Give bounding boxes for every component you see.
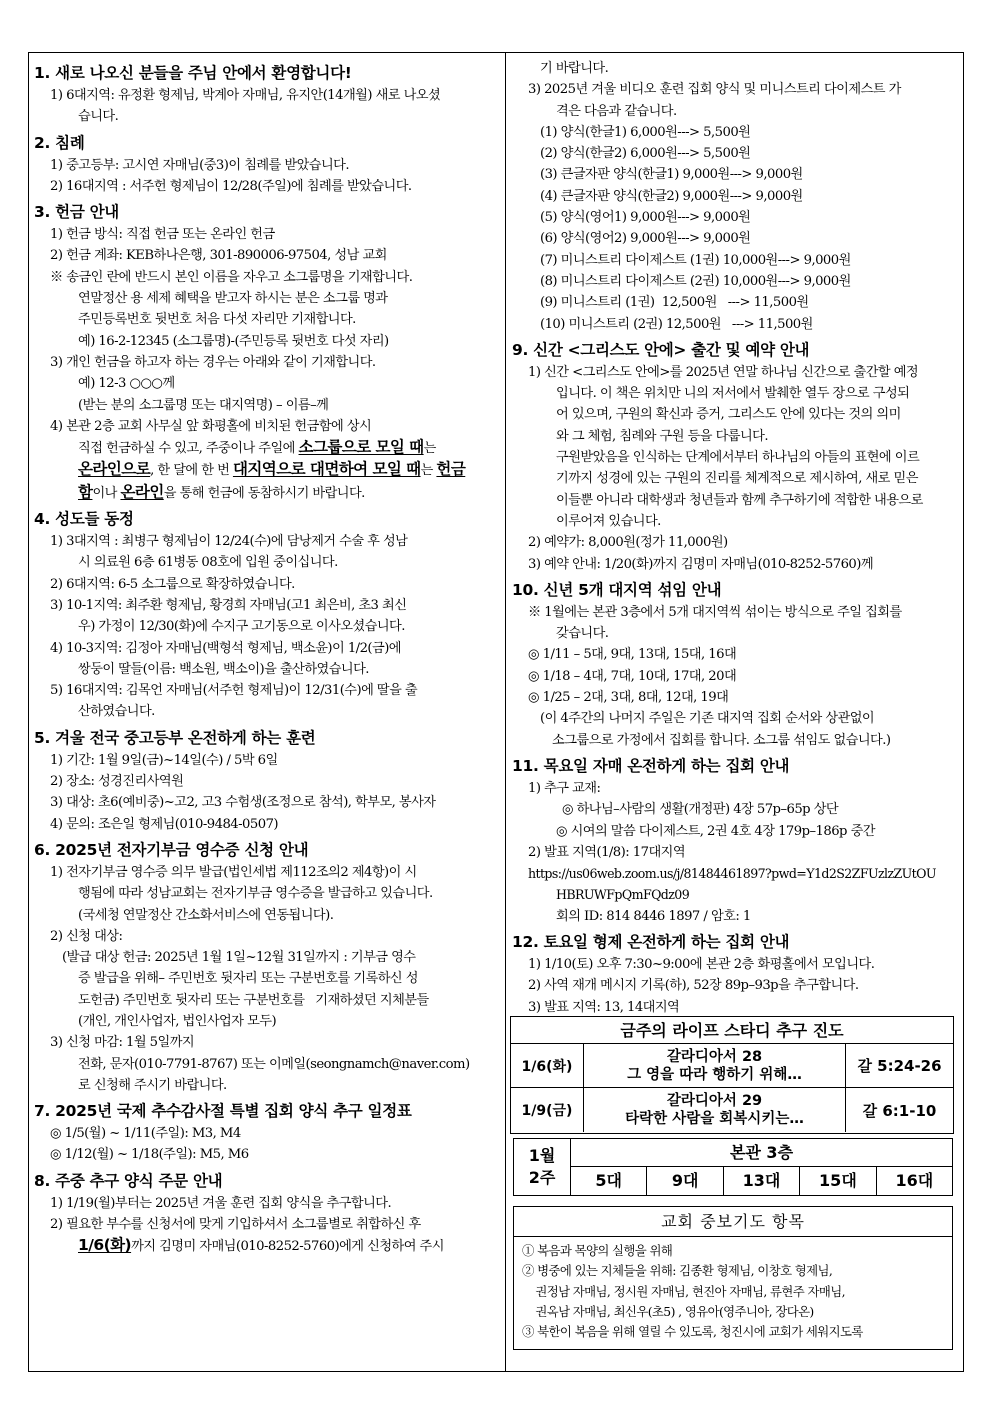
text-line: 이루어져 있습니다. bbox=[556, 513, 661, 529]
text-line: 2) 발표 지역(1/8): 17대지역 bbox=[528, 844, 686, 860]
section-title: 5. 겨울 전국 중고등부 온전하게 하는 훈련 bbox=[34, 728, 316, 747]
section-title: 1. 새로 나오신 분들을 주님 안에서 환영합니다! bbox=[34, 64, 352, 82]
district-cell: 9대 bbox=[647, 1167, 723, 1195]
text-line: 1) 1/10(토) 오후 7:30~9:00에 본관 2층 화평홀에서 모입니다. bbox=[528, 956, 875, 972]
life-study-topic: 갈라디아서 29 타락한 사람을 회복시키는… bbox=[584, 1088, 846, 1132]
text-line: 2) 사역 재개 메시지 기록(하), 52장 89p–93p을 추구합니다. bbox=[528, 978, 859, 994]
text-line: 와 그 체험, 침례와 구원 등을 다룹니다. bbox=[556, 428, 768, 444]
text-line: (5) 양식(영어1) 9,000원---> 9,000원 bbox=[540, 210, 751, 226]
text-line: ◎ 1/5(월) ~ 1/11(주일): M3, M4 bbox=[50, 1126, 241, 1142]
text-line: 2) 신청 대상: bbox=[50, 928, 123, 944]
text-line: 3) 대상: 초6(예비중)~고2, 고3 수험생(조정으로 참석), 학부모, 봉사자 bbox=[50, 795, 436, 811]
life-study-row bbox=[511, 1044, 953, 1088]
left-sections-a bbox=[34, 62, 499, 437]
text-line: 쌍둥이 딸들(이름: 백소원, 백소이)을 출산하였습니다. bbox=[78, 661, 369, 677]
prayer-item: 권옥남 자매님, 최신우(초5) , 영유아(영주니아, 장다온) bbox=[522, 1303, 814, 1319]
zoom-link[interactable]: https://us06web.zoom.us/j/81484461897?pwd=Y1d2S2ZFUzlzZUtOU bbox=[528, 866, 936, 882]
text-line: 2) 헌금 계좌: KEB하나은행, 301-890006-97504, 성남 교회 bbox=[50, 248, 387, 264]
text-line: 4) 10-3지역: 김정아 자매님(백형석 형제님, 백소윤)이 1/2(금)에 bbox=[50, 640, 401, 656]
text-line: ◎ 1/18 – 4대, 7대, 10대, 17대, 20대 bbox=[528, 668, 737, 684]
life-study-ref: 갈 6:1-10 bbox=[862, 1101, 937, 1120]
text-line: 1) 추구 교재: bbox=[528, 780, 601, 796]
text-line: 3) 10-1지역: 최주환 형제님, 황경희 자매님(고1 최은비, 초3 최신 bbox=[50, 597, 407, 613]
prayer-box bbox=[513, 1206, 953, 1350]
text-line: 2) 예약가: 8,000원(정가 11,000원) bbox=[528, 535, 728, 551]
offering-line-11: 직접 헌금하실 수 있고, 주중이나 주일에 소그룹으로 모일 때는 bbox=[78, 438, 436, 457]
text-line: (9) 미니스트리 (1권) 12,500원 ---> 11,500원 bbox=[540, 295, 809, 311]
text-line: 2) 필요한 부수를 신청서에 맞게 기입하셔서 소그룹별로 취합하신 후 bbox=[50, 1217, 421, 1233]
text-line: 행됨에 따라 성남교회는 전자기부금 영수증을 발급하고 있습니다. bbox=[78, 886, 433, 902]
order-deadline-line: 1/6(화)까지 김명미 자매님(010-8252-5760)에게 신청하여 주시 bbox=[78, 1236, 444, 1255]
month-schedule-table bbox=[513, 1138, 953, 1196]
text-line: 3) 신청 마감: 1월 5일까지 bbox=[50, 1035, 195, 1051]
text-line: ◎ 시여의 말씀 다이제스트, 2권 4호 4장 179p–186p 중간 bbox=[556, 823, 875, 839]
text-line: 격은 다음과 같습니다. bbox=[556, 103, 677, 119]
text-line: 시 의료원 6층 61병동 08호에 입원 중이십니다. bbox=[78, 555, 338, 571]
life-study-topic: 갈라디아서 28 그 영을 따라 행하기 위해… bbox=[584, 1044, 846, 1087]
text-line: 우) 가정이 12/30(화)에 수지구 고기동으로 이사오셨습니다. bbox=[78, 619, 405, 635]
text-line: 로 신청해 주시기 바랍니다. bbox=[78, 1077, 227, 1093]
text-line: 4) 문의: 조은일 형제님(010-9484-0507) bbox=[50, 816, 279, 832]
text-line: (국세청 연말정산 간소화서비스에 연동됩니다). bbox=[78, 907, 334, 923]
district-cell: 13대 bbox=[724, 1167, 800, 1195]
text-line: 예) 16-2-12345 (소그룹명)-(주민등록 뒷번호 다섯 자리) bbox=[78, 333, 389, 349]
section-title: 7. 2025년 국제 추수감사절 특별 집회 양식 추구 일정표 bbox=[34, 1102, 412, 1121]
text-line: (6) 양식(영어2) 9,000원---> 9,000원 bbox=[540, 231, 751, 247]
text-line: (4) 큰글자판 양식(한글2) 9,000원---> 9,000원 bbox=[540, 188, 803, 204]
text-line: 기까지 성경에 있는 구원의 진리를 체계적으로 제시하여, 새로 믿은 bbox=[556, 471, 918, 487]
prayer-item: 권정남 자매님, 정시원 자매님, 현진아 자매님, 류현주 자매님, bbox=[522, 1283, 845, 1299]
prayer-item: ③ 북한이 복음을 위해 열릴 수 있도록, 청진시에 교회가 세워지도록 bbox=[522, 1324, 863, 1340]
text-line: 이들뿐 아니라 대학생과 청년들과 함께 추구하기에 적합한 내용으로 bbox=[556, 492, 923, 508]
prayer-title: 교회 중보기도 항목 bbox=[514, 1207, 952, 1237]
prayer-item: ② 병중에 있는 지체들을 위해: 김종환 형제님, 이창호 형제님, bbox=[522, 1263, 833, 1279]
text-line: 2) 16대지역 : 서주헌 형제님이 12/28(주일)에 침례를 받았습니다. bbox=[50, 178, 412, 194]
left-sections-b bbox=[34, 508, 499, 1235]
life-study-table bbox=[510, 1016, 954, 1134]
text-line: (1) 양식(한글1) 6,000원---> 5,500원 bbox=[540, 124, 751, 140]
section-title: 4. 성도들 동정 bbox=[34, 510, 134, 529]
month-table-header: 본관 3층 bbox=[571, 1139, 952, 1167]
district-cell: 16대 bbox=[895, 1171, 934, 1190]
text-line: 예) 12-3 ○○○께 bbox=[78, 376, 175, 392]
text-line: 도헌금) 주민번호 뒷자리 또는 구분번호를 기재하셨던 지체분들 bbox=[78, 992, 429, 1008]
right-sections-a bbox=[512, 58, 957, 863]
text-line: 어 있으며, 구원의 확신과 증거, 그리스도 안에 있다는 것의 의미 bbox=[556, 407, 901, 423]
text-line: (개인, 개인사업자, 법인사업자 모두) bbox=[78, 1013, 277, 1029]
text-line: 4) 본관 2층 교회 사무실 앞 화평홀에 비치된 헌금함에 상시 bbox=[50, 418, 372, 434]
text-line: 1) 3대지역 : 최병구 형제님이 12/24(수)에 담낭제거 수술 후 성남 bbox=[50, 534, 408, 550]
text-line: (10) 미니스트리 (2권) 12,500원 ---> 11,500원 bbox=[540, 316, 813, 332]
left-column bbox=[34, 58, 499, 1368]
section-title: 11. 목요일 자매 온전하게 하는 집회 안내 bbox=[512, 756, 790, 775]
text-line: ◎ 1/12(월) ~ 1/18(주일): M5, M6 bbox=[50, 1147, 249, 1163]
life-study-title: 금주의 라이프 스타디 추구 진도 bbox=[511, 1017, 953, 1044]
text-line: (7) 미니스트리 다이제스트 (1권) 10,000원---> 9,000원 bbox=[540, 252, 851, 268]
right-sections-b bbox=[512, 931, 957, 1018]
zoom-link-cont[interactable]: HBRUWFpQmFQdz09 bbox=[556, 887, 690, 903]
district-cell: 15대 bbox=[800, 1167, 876, 1195]
text-line: ※ 송금인 란에 반드시 본인 이름을 자우고 소그룹명을 기재합니다. bbox=[50, 269, 413, 285]
prayer-item: ① 복음과 목양의 실행을 위해 bbox=[522, 1243, 673, 1258]
text-line: 1) 전자기부금 영수증 의무 발급(법인세법 제112조의2 제4항)이 시 bbox=[50, 864, 417, 880]
text-line: ◎ 1/25 – 2대, 3대, 8대, 12대, 19대 bbox=[528, 690, 729, 706]
text-line: 소그룹으로 가정에서 집회를 합니다. 소그룹 섞임도 없습니다.) bbox=[552, 732, 891, 748]
text-line: 주민등록번호 뒷번호 처음 다섯 자리만 기재합니다. bbox=[78, 312, 356, 328]
life-study-ref: 갈 5:24-26 bbox=[857, 1057, 942, 1075]
text-line: 연말정산 용 세제 혜택을 받고자 하시는 분은 소그룹 명과 bbox=[78, 291, 388, 307]
text-line: (이 4주간의 나머지 주일은 기존 대지역 집회 순서와 상관없이 bbox=[540, 711, 875, 727]
section-title: 2. 침례 bbox=[34, 133, 85, 152]
offering-line-12: 온라인으로, 한 달에 한 번 대지역으로 대면하여 모일 때는 헌금 bbox=[78, 460, 466, 479]
text-line: ◎ 하나님–사람의 생활(개정판) 4장 57p–65p 상단 bbox=[562, 802, 839, 818]
text-line: 전화, 문자(010-7791-8767) 또는 이메일(seongnamch@naver.com) bbox=[78, 1056, 470, 1072]
text-line: (3) 큰글자판 양식(한글1) 9,000원---> 9,000원 bbox=[540, 167, 803, 183]
text-line: 산하였습니다. bbox=[78, 704, 155, 720]
offering-line-13: 함이나 온라인을 통해 헌금에 동참하시기 바랍니다. bbox=[78, 482, 365, 501]
text-line: 2) 장소: 성경진리사역원 bbox=[50, 774, 184, 790]
life-study-row bbox=[511, 1088, 953, 1132]
text-line: ◎ 1/11 – 5대, 9대, 13대, 15대, 16대 bbox=[528, 647, 737, 663]
section-title: 9. 신간 <그리스도 안에> 출간 및 예약 안내 bbox=[512, 340, 810, 359]
text-line: 1) 중고등부: 고시연 자매님(중3)이 침례를 받았습니다. bbox=[50, 157, 349, 173]
text-line: 3) 예약 안내: 1/20(화)까지 김명미 자매님(010-8252-5760)께 bbox=[528, 556, 874, 572]
text-line: 기 바랍니다. bbox=[540, 61, 609, 76]
month-week-label: 1월 2주 bbox=[514, 1139, 571, 1195]
section-title: 6. 2025년 전자기부금 영수증 신청 안내 bbox=[34, 840, 309, 859]
text-line: (발급 대상 헌금: 2025년 1월 1일~12월 31일까지 : 기부금 영수 bbox=[62, 950, 416, 966]
text-line: 1) 1/19(월)부터는 2025년 겨울 훈련 집회 양식을 추구합니다. bbox=[50, 1195, 392, 1211]
text-line: 증 발급을 위해– 주민번호 뒷자리 또는 구분번호를 기록하신 성 bbox=[78, 971, 418, 987]
life-study-date: 1/6(화) bbox=[511, 1044, 584, 1087]
text-line: 5) 16대지역: 김목언 자매님(서주헌 형제님)이 12/31(수)에 딸을 출 bbox=[50, 683, 418, 699]
text-line: 2) 6대지역: 6-5 소그룹으로 확장하였습니다. bbox=[50, 576, 295, 592]
text-line: 갖습니다. bbox=[556, 626, 609, 642]
text-line: 3) 2025년 겨울 비디오 훈련 집회 양식 및 미니스트리 다이제스트 가 bbox=[528, 82, 901, 98]
text-line: 1) 헌금 방식: 직접 헌금 또는 온라인 헌금 bbox=[50, 227, 275, 243]
text-line: 3) 발표 지역: 13, 14대지역 bbox=[528, 999, 680, 1015]
section-title: 8. 주중 추구 양식 주문 안내 bbox=[34, 1171, 223, 1190]
text-line: 1) 6대지역: 유정환 형제님, 박계아 자매님, 유지안(14개월) 새로 나오셨 bbox=[50, 88, 441, 103]
column-divider bbox=[505, 52, 506, 1372]
text-line: 구원받았음을 인식하는 단계에서부터 하나님의 아들의 표현에 이르 bbox=[556, 450, 920, 466]
section-title: 3. 헌금 안내 bbox=[34, 203, 119, 222]
text-line: (2) 양식(한글2) 6,000원---> 5,500원 bbox=[540, 146, 751, 162]
text-line: 1) 신간 <그리스도 안에>를 2025년 연말 하나님 신간으로 출간할 예정 bbox=[528, 364, 919, 380]
life-study-date: 1/9(금) bbox=[511, 1088, 584, 1132]
text-line: (받는 분의 소그룹명 또는 대지역명) – 이름–께 bbox=[78, 397, 329, 413]
zoom-meeting-id: 회의 ID: 814 8446 1897 / 암호: 1 bbox=[556, 908, 751, 924]
text-line: 입니다. 이 책은 위치만 니의 저서에서 발췌한 열두 장으로 구성되 bbox=[556, 386, 910, 402]
section-title: 10. 신년 5개 대지역 섞임 안내 bbox=[512, 580, 722, 599]
text-line: (8) 미니스트리 다이제스트 (2권) 10,000원---> 9,000원 bbox=[540, 273, 851, 289]
section-title: 12. 토요일 형제 온전하게 하는 집회 안내 bbox=[512, 932, 790, 951]
text-line: 3) 개인 헌금을 하고자 하는 경우는 아래와 같이 기재합니다. bbox=[50, 354, 376, 370]
text-line: 습니다. bbox=[78, 109, 119, 125]
district-cell: 5대 bbox=[571, 1167, 647, 1195]
text-line: ※ 1월에는 본관 3층에서 5개 대지역씩 섞이는 방식으로 주일 집회를 bbox=[528, 604, 902, 620]
text-line: 1) 기간: 1월 9일(금)~14일(수) / 5박 6일 bbox=[50, 752, 278, 768]
